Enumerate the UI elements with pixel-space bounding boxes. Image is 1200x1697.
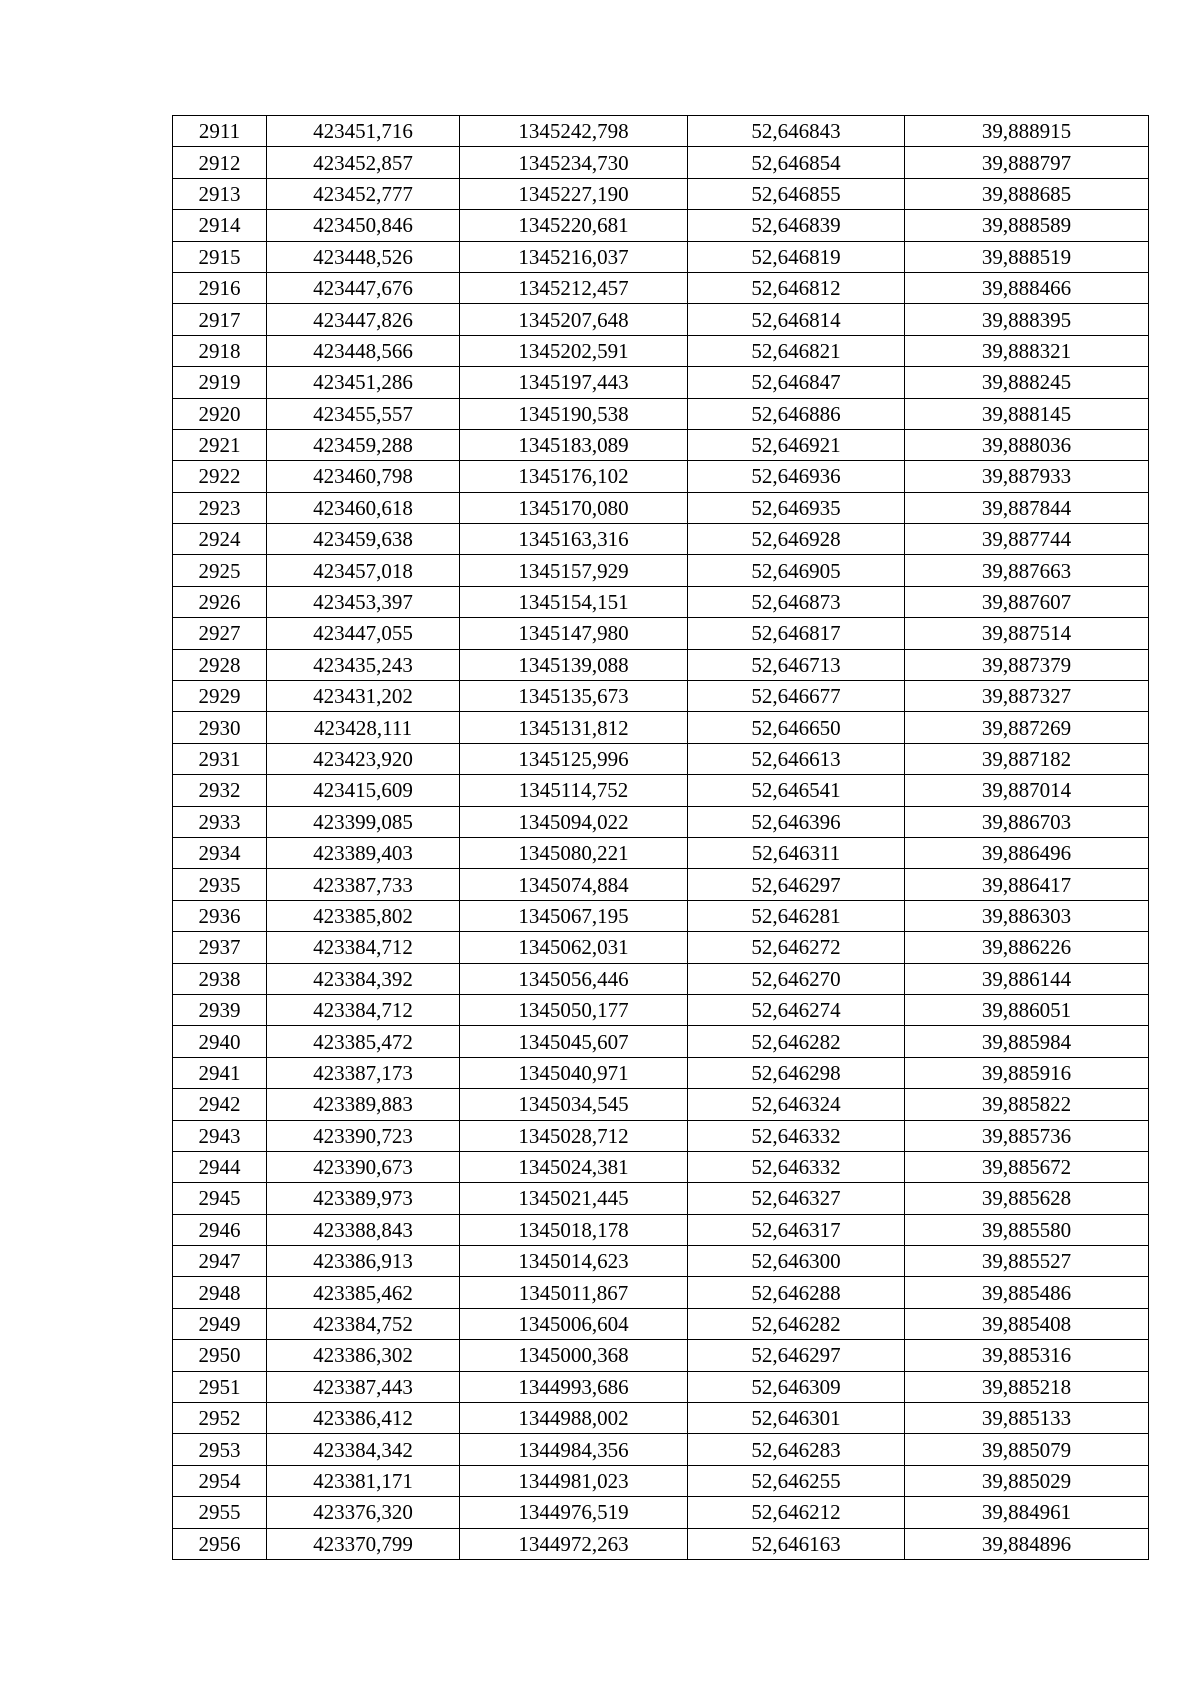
longitude-cell: 39,885218: [905, 1371, 1149, 1402]
y-coordinate-cell: 1345006,604: [460, 1308, 688, 1339]
x-coordinate-cell: 423390,723: [267, 1120, 460, 1151]
x-coordinate-cell: 423386,302: [267, 1340, 460, 1371]
y-coordinate-cell: 1345227,190: [460, 178, 688, 209]
table-row: [173, 1434, 1149, 1465]
latitude-cell: 52,646817: [688, 618, 905, 649]
longitude-cell: 39,888685: [905, 178, 1149, 209]
table-row: [173, 932, 1149, 963]
table-row: [173, 1151, 1149, 1182]
longitude-cell: 39,888519: [905, 241, 1149, 272]
longitude-cell: 39,888589: [905, 210, 1149, 241]
table-row: [173, 837, 1149, 868]
point-number-cell: 2945: [173, 1183, 267, 1214]
x-coordinate-cell: 423447,826: [267, 304, 460, 335]
latitude-cell: 52,646327: [688, 1183, 905, 1214]
latitude-cell: 52,646300: [688, 1246, 905, 1277]
longitude-cell: 39,885822: [905, 1089, 1149, 1120]
x-coordinate-cell: 423460,618: [267, 492, 460, 523]
point-number-cell: 2954: [173, 1465, 267, 1496]
latitude-cell: 52,646854: [688, 147, 905, 178]
y-coordinate-cell: 1345207,648: [460, 304, 688, 335]
y-coordinate-cell: 1345139,088: [460, 649, 688, 680]
y-coordinate-cell: 1344984,356: [460, 1434, 688, 1465]
longitude-cell: 39,884896: [905, 1528, 1149, 1559]
point-number-cell: 2911: [173, 116, 267, 147]
latitude-cell: 52,646288: [688, 1277, 905, 1308]
point-number-cell: 2937: [173, 932, 267, 963]
latitude-cell: 52,646819: [688, 241, 905, 272]
point-number-cell: 2914: [173, 210, 267, 241]
x-coordinate-cell: 423457,018: [267, 555, 460, 586]
x-coordinate-cell: 423384,712: [267, 994, 460, 1025]
y-coordinate-cell: 1345220,681: [460, 210, 688, 241]
table-row: [173, 241, 1149, 272]
x-coordinate-cell: 423459,638: [267, 524, 460, 555]
latitude-cell: 52,646332: [688, 1151, 905, 1182]
x-coordinate-cell: 423451,286: [267, 367, 460, 398]
y-coordinate-cell: 1345011,867: [460, 1277, 688, 1308]
x-coordinate-cell: 423447,055: [267, 618, 460, 649]
x-coordinate-cell: 423455,557: [267, 398, 460, 429]
longitude-cell: 39,888797: [905, 147, 1149, 178]
point-number-cell: 2932: [173, 775, 267, 806]
point-number-cell: 2953: [173, 1434, 267, 1465]
y-coordinate-cell: 1345067,195: [460, 900, 688, 931]
table-row: [173, 1183, 1149, 1214]
point-number-cell: 2926: [173, 586, 267, 617]
latitude-cell: 52,646855: [688, 178, 905, 209]
x-coordinate-cell: 423384,712: [267, 932, 460, 963]
x-coordinate-cell: 423390,673: [267, 1151, 460, 1182]
longitude-cell: 39,887663: [905, 555, 1149, 586]
x-coordinate-cell: 423415,609: [267, 775, 460, 806]
latitude-cell: 52,646283: [688, 1434, 905, 1465]
x-coordinate-cell: 423451,716: [267, 116, 460, 147]
point-number-cell: 2942: [173, 1089, 267, 1120]
y-coordinate-cell: 1345050,177: [460, 994, 688, 1025]
y-coordinate-cell: 1345056,446: [460, 963, 688, 994]
x-coordinate-cell: 423435,243: [267, 649, 460, 680]
x-coordinate-cell: 423453,397: [267, 586, 460, 617]
point-number-cell: 2924: [173, 524, 267, 555]
point-number-cell: 2940: [173, 1026, 267, 1057]
y-coordinate-cell: 1344981,023: [460, 1465, 688, 1496]
table-row: [173, 586, 1149, 617]
latitude-cell: 52,646886: [688, 398, 905, 429]
y-coordinate-cell: 1345014,623: [460, 1246, 688, 1277]
point-number-cell: 2920: [173, 398, 267, 429]
y-coordinate-cell: 1345183,089: [460, 429, 688, 460]
point-number-cell: 2922: [173, 461, 267, 492]
longitude-cell: 39,885079: [905, 1434, 1149, 1465]
point-number-cell: 2952: [173, 1403, 267, 1434]
y-coordinate-cell: 1344972,263: [460, 1528, 688, 1559]
point-number-cell: 2923: [173, 492, 267, 523]
x-coordinate-cell: 423423,920: [267, 743, 460, 774]
point-number-cell: 2928: [173, 649, 267, 680]
latitude-cell: 52,646298: [688, 1057, 905, 1088]
y-coordinate-cell: 1345074,884: [460, 869, 688, 900]
x-coordinate-cell: 423384,392: [267, 963, 460, 994]
longitude-cell: 39,887269: [905, 712, 1149, 743]
latitude-cell: 52,646317: [688, 1214, 905, 1245]
x-coordinate-cell: 423376,320: [267, 1497, 460, 1528]
y-coordinate-cell: 1344993,686: [460, 1371, 688, 1402]
latitude-cell: 52,646847: [688, 367, 905, 398]
y-coordinate-cell: 1345028,712: [460, 1120, 688, 1151]
table-row: [173, 775, 1149, 806]
table-row: [173, 1277, 1149, 1308]
longitude-cell: 39,885672: [905, 1151, 1149, 1182]
latitude-cell: 52,646396: [688, 806, 905, 837]
latitude-cell: 52,646282: [688, 1308, 905, 1339]
table-row: [173, 524, 1149, 555]
longitude-cell: 39,885736: [905, 1120, 1149, 1151]
longitude-cell: 39,887379: [905, 649, 1149, 680]
latitude-cell: 52,646324: [688, 1089, 905, 1120]
latitude-cell: 52,646821: [688, 335, 905, 366]
y-coordinate-cell: 1345147,980: [460, 618, 688, 649]
table-row: [173, 1120, 1149, 1151]
longitude-cell: 39,887744: [905, 524, 1149, 555]
y-coordinate-cell: 1345045,607: [460, 1026, 688, 1057]
latitude-cell: 52,646274: [688, 994, 905, 1025]
table-row: [173, 712, 1149, 743]
table-row: [173, 492, 1149, 523]
x-coordinate-cell: 423381,171: [267, 1465, 460, 1496]
longitude-cell: 39,888466: [905, 272, 1149, 303]
table-row: [173, 116, 1149, 147]
y-coordinate-cell: 1345034,545: [460, 1089, 688, 1120]
x-coordinate-cell: 423386,913: [267, 1246, 460, 1277]
longitude-cell: 39,886703: [905, 806, 1149, 837]
table-row: [173, 1089, 1149, 1120]
x-coordinate-cell: 423447,676: [267, 272, 460, 303]
longitude-cell: 39,884961: [905, 1497, 1149, 1528]
longitude-cell: 39,888321: [905, 335, 1149, 366]
x-coordinate-cell: 423399,085: [267, 806, 460, 837]
y-coordinate-cell: 1345040,971: [460, 1057, 688, 1088]
table-row: [173, 335, 1149, 366]
x-coordinate-cell: 423452,857: [267, 147, 460, 178]
y-coordinate-cell: 1345197,443: [460, 367, 688, 398]
latitude-cell: 52,646936: [688, 461, 905, 492]
latitude-cell: 52,646301: [688, 1403, 905, 1434]
latitude-cell: 52,646843: [688, 116, 905, 147]
longitude-cell: 39,888915: [905, 116, 1149, 147]
table-row: [173, 1057, 1149, 1088]
y-coordinate-cell: 1345212,457: [460, 272, 688, 303]
table-row: [173, 806, 1149, 837]
point-number-cell: 2915: [173, 241, 267, 272]
y-coordinate-cell: 1345170,080: [460, 492, 688, 523]
x-coordinate-cell: 423450,846: [267, 210, 460, 241]
table-row: [173, 461, 1149, 492]
table-row: [173, 555, 1149, 586]
x-coordinate-cell: 423388,843: [267, 1214, 460, 1245]
y-coordinate-cell: 1345202,591: [460, 335, 688, 366]
y-coordinate-cell: 1345021,445: [460, 1183, 688, 1214]
x-coordinate-cell: 423387,173: [267, 1057, 460, 1088]
point-number-cell: 2938: [173, 963, 267, 994]
table-row: [173, 367, 1149, 398]
longitude-cell: 39,888036: [905, 429, 1149, 460]
longitude-cell: 39,885580: [905, 1214, 1149, 1245]
point-number-cell: 2912: [173, 147, 267, 178]
table-row: [173, 178, 1149, 209]
point-number-cell: 2917: [173, 304, 267, 335]
latitude-cell: 52,646281: [688, 900, 905, 931]
latitude-cell: 52,646812: [688, 272, 905, 303]
y-coordinate-cell: 1345234,730: [460, 147, 688, 178]
x-coordinate-cell: 423385,472: [267, 1026, 460, 1057]
y-coordinate-cell: 1345018,178: [460, 1214, 688, 1245]
y-coordinate-cell: 1345094,022: [460, 806, 688, 837]
point-number-cell: 2956: [173, 1528, 267, 1559]
longitude-cell: 39,885984: [905, 1026, 1149, 1057]
point-number-cell: 2930: [173, 712, 267, 743]
point-number-cell: 2936: [173, 900, 267, 931]
latitude-cell: 52,646212: [688, 1497, 905, 1528]
longitude-cell: 39,885486: [905, 1277, 1149, 1308]
table-row: [173, 1340, 1149, 1371]
table-row: [173, 1403, 1149, 1434]
x-coordinate-cell: 423428,111: [267, 712, 460, 743]
latitude-cell: 52,646282: [688, 1026, 905, 1057]
latitude-cell: 52,646935: [688, 492, 905, 523]
table-row: [173, 743, 1149, 774]
y-coordinate-cell: 1345216,037: [460, 241, 688, 272]
y-coordinate-cell: 1345125,996: [460, 743, 688, 774]
point-number-cell: 2933: [173, 806, 267, 837]
table-row: [173, 1528, 1149, 1559]
point-number-cell: 2944: [173, 1151, 267, 1182]
longitude-cell: 39,887933: [905, 461, 1149, 492]
x-coordinate-cell: 423389,973: [267, 1183, 460, 1214]
table-row: [173, 963, 1149, 994]
table-row: [173, 649, 1149, 680]
y-coordinate-cell: 1344976,519: [460, 1497, 688, 1528]
x-coordinate-cell: 423385,462: [267, 1277, 460, 1308]
point-number-cell: 2939: [173, 994, 267, 1025]
table-row: [173, 900, 1149, 931]
longitude-cell: 39,886226: [905, 932, 1149, 963]
latitude-cell: 52,646163: [688, 1528, 905, 1559]
latitude-cell: 52,646713: [688, 649, 905, 680]
latitude-cell: 52,646541: [688, 775, 905, 806]
x-coordinate-cell: 423431,202: [267, 681, 460, 712]
latitude-cell: 52,646921: [688, 429, 905, 460]
point-number-cell: 2955: [173, 1497, 267, 1528]
longitude-cell: 39,885527: [905, 1246, 1149, 1277]
x-coordinate-cell: 423452,777: [267, 178, 460, 209]
x-coordinate-cell: 423384,752: [267, 1308, 460, 1339]
longitude-cell: 39,885316: [905, 1340, 1149, 1371]
y-coordinate-cell: 1345080,221: [460, 837, 688, 868]
latitude-cell: 52,646873: [688, 586, 905, 617]
table-row: [173, 1026, 1149, 1057]
point-number-cell: 2929: [173, 681, 267, 712]
table-row: [173, 304, 1149, 335]
longitude-cell: 39,887182: [905, 743, 1149, 774]
x-coordinate-cell: 423384,342: [267, 1434, 460, 1465]
longitude-cell: 39,887514: [905, 618, 1149, 649]
table-row: [173, 398, 1149, 429]
latitude-cell: 52,646928: [688, 524, 905, 555]
longitude-cell: 39,888145: [905, 398, 1149, 429]
longitude-cell: 39,885628: [905, 1183, 1149, 1214]
table-row: [173, 210, 1149, 241]
longitude-cell: 39,885133: [905, 1403, 1149, 1434]
point-number-cell: 2927: [173, 618, 267, 649]
table-row: [173, 1465, 1149, 1496]
point-number-cell: 2919: [173, 367, 267, 398]
point-number-cell: 2931: [173, 743, 267, 774]
latitude-cell: 52,646650: [688, 712, 905, 743]
latitude-cell: 52,646311: [688, 837, 905, 868]
y-coordinate-cell: 1345114,752: [460, 775, 688, 806]
point-number-cell: 2921: [173, 429, 267, 460]
point-number-cell: 2925: [173, 555, 267, 586]
latitude-cell: 52,646309: [688, 1371, 905, 1402]
latitude-cell: 52,646814: [688, 304, 905, 335]
table-row: [173, 1308, 1149, 1339]
y-coordinate-cell: 1345163,316: [460, 524, 688, 555]
table-row: [173, 1246, 1149, 1277]
table-row: [173, 994, 1149, 1025]
table-row: [173, 869, 1149, 900]
longitude-cell: 39,886496: [905, 837, 1149, 868]
table-row: [173, 618, 1149, 649]
y-coordinate-cell: 1345176,102: [460, 461, 688, 492]
x-coordinate-cell: 423386,412: [267, 1403, 460, 1434]
table-row: [173, 1214, 1149, 1245]
x-coordinate-cell: 423448,526: [267, 241, 460, 272]
latitude-cell: 52,646905: [688, 555, 905, 586]
point-number-cell: 2916: [173, 272, 267, 303]
y-coordinate-cell: 1345131,812: [460, 712, 688, 743]
y-coordinate-cell: 1345242,798: [460, 116, 688, 147]
longitude-cell: 39,885916: [905, 1057, 1149, 1088]
y-coordinate-cell: 1345000,368: [460, 1340, 688, 1371]
longitude-cell: 39,887327: [905, 681, 1149, 712]
point-number-cell: 2950: [173, 1340, 267, 1371]
longitude-cell: 39,886051: [905, 994, 1149, 1025]
point-number-cell: 2943: [173, 1120, 267, 1151]
table-row: [173, 681, 1149, 712]
table-row: [173, 1497, 1149, 1528]
longitude-cell: 39,887607: [905, 586, 1149, 617]
point-number-cell: 2935: [173, 869, 267, 900]
y-coordinate-cell: 1345190,538: [460, 398, 688, 429]
latitude-cell: 52,646332: [688, 1120, 905, 1151]
y-coordinate-cell: 1345024,381: [460, 1151, 688, 1182]
x-coordinate-cell: 423387,443: [267, 1371, 460, 1402]
latitude-cell: 52,646677: [688, 681, 905, 712]
y-coordinate-cell: 1345157,929: [460, 555, 688, 586]
point-number-cell: 2918: [173, 335, 267, 366]
point-number-cell: 2947: [173, 1246, 267, 1277]
latitude-cell: 52,646297: [688, 869, 905, 900]
latitude-cell: 52,646272: [688, 932, 905, 963]
longitude-cell: 39,888395: [905, 304, 1149, 335]
point-number-cell: 2949: [173, 1308, 267, 1339]
point-number-cell: 2946: [173, 1214, 267, 1245]
y-coordinate-cell: 1345154,151: [460, 586, 688, 617]
longitude-cell: 39,886144: [905, 963, 1149, 994]
point-number-cell: 2934: [173, 837, 267, 868]
table-row: [173, 429, 1149, 460]
x-coordinate-cell: 423389,403: [267, 837, 460, 868]
longitude-cell: 39,886303: [905, 900, 1149, 931]
y-coordinate-cell: 1344988,002: [460, 1403, 688, 1434]
coordinates-table-body: [173, 116, 1149, 1560]
latitude-cell: 52,646297: [688, 1340, 905, 1371]
table-row: [173, 147, 1149, 178]
x-coordinate-cell: 423387,733: [267, 869, 460, 900]
coordinates-table: [172, 115, 1149, 1560]
x-coordinate-cell: 423370,799: [267, 1528, 460, 1559]
y-coordinate-cell: 1345135,673: [460, 681, 688, 712]
x-coordinate-cell: 423385,802: [267, 900, 460, 931]
longitude-cell: 39,886417: [905, 869, 1149, 900]
latitude-cell: 52,646270: [688, 963, 905, 994]
x-coordinate-cell: 423389,883: [267, 1089, 460, 1120]
latitude-cell: 52,646613: [688, 743, 905, 774]
latitude-cell: 52,646255: [688, 1465, 905, 1496]
longitude-cell: 39,887844: [905, 492, 1149, 523]
x-coordinate-cell: 423459,288: [267, 429, 460, 460]
point-number-cell: 2948: [173, 1277, 267, 1308]
point-number-cell: 2951: [173, 1371, 267, 1402]
x-coordinate-cell: 423460,798: [267, 461, 460, 492]
x-coordinate-cell: 423448,566: [267, 335, 460, 366]
longitude-cell: 39,887014: [905, 775, 1149, 806]
latitude-cell: 52,646839: [688, 210, 905, 241]
longitude-cell: 39,885029: [905, 1465, 1149, 1496]
longitude-cell: 39,885408: [905, 1308, 1149, 1339]
table-row: [173, 272, 1149, 303]
y-coordinate-cell: 1345062,031: [460, 932, 688, 963]
point-number-cell: 2941: [173, 1057, 267, 1088]
longitude-cell: 39,888245: [905, 367, 1149, 398]
point-number-cell: 2913: [173, 178, 267, 209]
table-row: [173, 1371, 1149, 1402]
